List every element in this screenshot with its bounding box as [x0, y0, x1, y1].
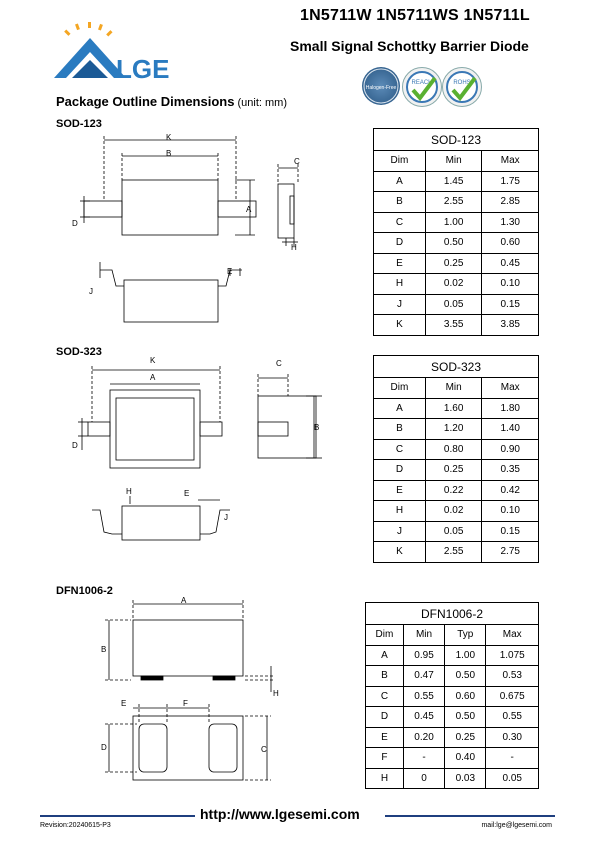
table-row: H 0 0.03 0.05 — [366, 768, 539, 789]
dimension-table-sod323 — [373, 355, 539, 563]
product-subtitle: Small Signal Schottky Barrier Diode — [290, 38, 529, 54]
package-label-sod323: SOD-323 — [56, 346, 102, 358]
table-row: C 0.55 0.60 0.675 — [366, 686, 539, 707]
table-header-row: Dim Min Max — [374, 378, 539, 399]
table-row: E 0.20 0.25 0.30 — [366, 727, 539, 748]
sod123-dim-b: B — [166, 149, 172, 158]
table-row: A 0.95 1.00 1.075 — [366, 645, 539, 666]
dfn-dim-h: H — [273, 689, 279, 698]
sod323-dim-k: K — [150, 356, 156, 365]
table-row: C 1.00 1.30 — [374, 212, 539, 233]
website-link[interactable]: http://www.lgesemi.com — [200, 806, 360, 822]
table-row: B 0.47 0.50 0.53 — [366, 666, 539, 687]
sod123-dim-h: H — [291, 243, 297, 252]
table-row: J 0.05 0.15 — [374, 294, 539, 315]
svg-text:REACH: REACH — [411, 80, 433, 86]
table-row: A 1.45 1.75 — [374, 171, 539, 192]
table-row: J 0.05 0.15 — [374, 521, 539, 542]
table-row: H 0.02 0.10 — [374, 501, 539, 522]
table-title: DFN1006-2 — [366, 603, 539, 625]
section-title: Package Outline Dimensions (unit: mm) — [56, 94, 288, 109]
footer-line-left — [40, 815, 195, 817]
table-row: D 0.50 0.60 — [374, 233, 539, 254]
sod323-dim-b: B — [314, 423, 320, 432]
dfn-dim-a: A — [181, 596, 187, 605]
dfn-dim-e: E — [121, 699, 127, 708]
logo-text: LGE — [116, 54, 170, 82]
table-row: D 0.25 0.35 — [374, 460, 539, 481]
svg-text:Halogen-Free: Halogen-Free — [365, 85, 397, 91]
table-row: A 1.60 1.80 — [374, 398, 539, 419]
company-logo — [52, 20, 192, 82]
sod123-drawing — [60, 128, 340, 328]
part-numbers: 1N5711W 1N5711WS 1N5711L — [300, 7, 530, 24]
table-row: E 0.25 0.45 — [374, 253, 539, 274]
sod323-drawing — [60, 352, 340, 552]
dfn-dim-f: F — [183, 699, 188, 708]
table-row: B 1.20 1.40 — [374, 419, 539, 440]
package-label-dfn: DFN1006-2 — [56, 585, 113, 597]
package-label-sod123: SOD-123 — [56, 118, 102, 130]
table-header-row: Dim Min Typ Max — [366, 625, 539, 646]
sod123-dim-d: D — [72, 219, 78, 228]
revision-text: Revision:20240615-P3 — [40, 822, 111, 829]
sod123-dim-j: J — [89, 287, 93, 296]
sod123-dim-e: E — [227, 267, 233, 276]
reach-icon — [402, 67, 442, 107]
svg-text:ROHS: ROHS — [453, 80, 471, 86]
sod123-dim-k: K — [166, 133, 172, 142]
sod323-dim-h: H — [126, 487, 132, 496]
table-row: H 0.02 0.10 — [374, 274, 539, 295]
table-row: B 2.55 2.85 — [374, 192, 539, 213]
table-header-row: Dim Min Max — [374, 151, 539, 172]
dfn-dim-c: C — [261, 745, 267, 754]
table-row: F - 0.40 - — [366, 748, 539, 769]
sod323-dim-a: A — [150, 373, 156, 382]
footer-line-right — [385, 815, 555, 817]
contact-email[interactable]: mail:lge@lgesemi.com — [481, 822, 552, 829]
table-row: K 2.55 2.75 — [374, 542, 539, 563]
dimension-table-sod123 — [373, 128, 539, 336]
dfn-drawing — [95, 592, 285, 792]
sod123-dim-a: A — [246, 205, 252, 214]
sod323-dim-d: D — [72, 441, 78, 450]
table-row: K 3.55 3.85 — [374, 315, 539, 336]
sod123-dim-c: C — [294, 157, 300, 166]
halogen-free-icon — [362, 67, 400, 105]
table-title: SOD-323 — [374, 356, 539, 378]
sod323-dim-j: J — [224, 513, 228, 522]
table-row: D 0.45 0.50 0.55 — [366, 707, 539, 728]
table-title: SOD-123 — [374, 129, 539, 151]
sod323-dim-e: E — [184, 489, 190, 498]
dfn-dim-b: B — [101, 645, 107, 654]
sun-rays-icon — [64, 22, 112, 37]
rohs-icon — [442, 67, 482, 107]
table-row: C 0.80 0.90 — [374, 439, 539, 460]
dfn-dim-d: D — [101, 743, 107, 752]
table-row: E 0.22 0.42 — [374, 480, 539, 501]
dimension-table-dfn — [365, 602, 539, 789]
sod323-dim-c: C — [276, 359, 282, 368]
